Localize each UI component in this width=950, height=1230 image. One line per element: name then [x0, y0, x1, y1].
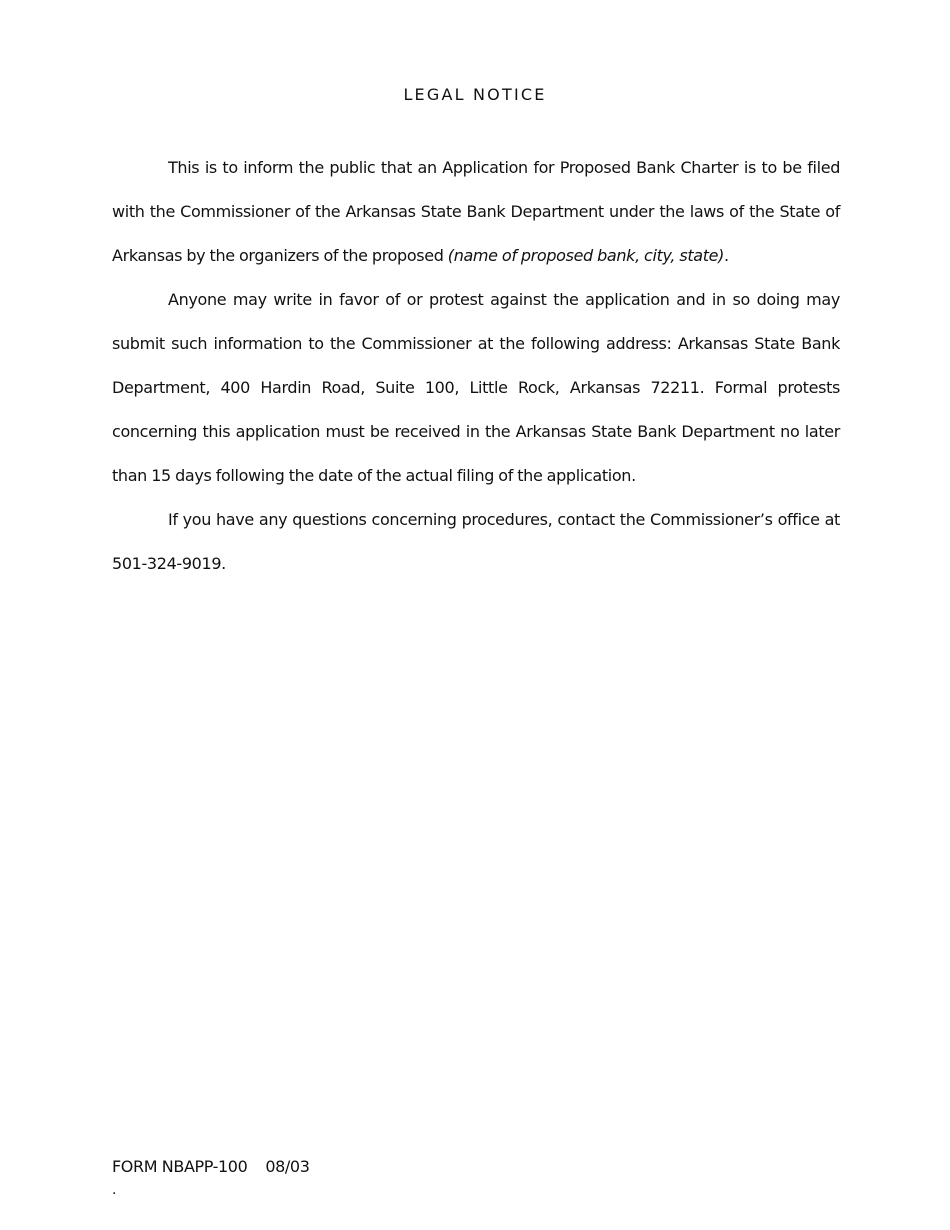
paragraph-application-notice [112, 146, 840, 278]
form-identifier [112, 1156, 309, 1178]
footer-dot: . [112, 1182, 117, 1198]
paragraph-end-punctuation: . [724, 246, 729, 265]
paragraph-text: This is to inform the public that an Application for Proposed Bank Charter is to be filed with the Commissioner of the Arkansas State Bank Department under the laws of the State of Arkansas by the organizers of the proposed [112, 158, 840, 265]
paragraph-contact-info: If you have any questions concerning procedures, contact the Commissioner’s office at 501-324-9019. [112, 510, 840, 573]
paragraph-protest-info: Anyone may write in favor of or protest against the application and in so doing may submit such information to the Commissioner at the following address: Arkansas State Bank Department, 400 Hardin Road, Suite 100, Little Rock, Arkansas 72211. Formal protests concerning this application must be received in the Arkansas State Bank Department no later than 15 days following the date of the actual filing of the application. [112, 290, 840, 485]
italic-placeholder: (name of proposed bank, city, state) [447, 246, 725, 265]
form-number: FORM NBAPP-100 [112, 1157, 248, 1176]
form-date: 08/03 [265, 1157, 310, 1176]
notice-body [112, 146, 840, 586]
document-title: LEGAL NOTICE [403, 85, 547, 104]
